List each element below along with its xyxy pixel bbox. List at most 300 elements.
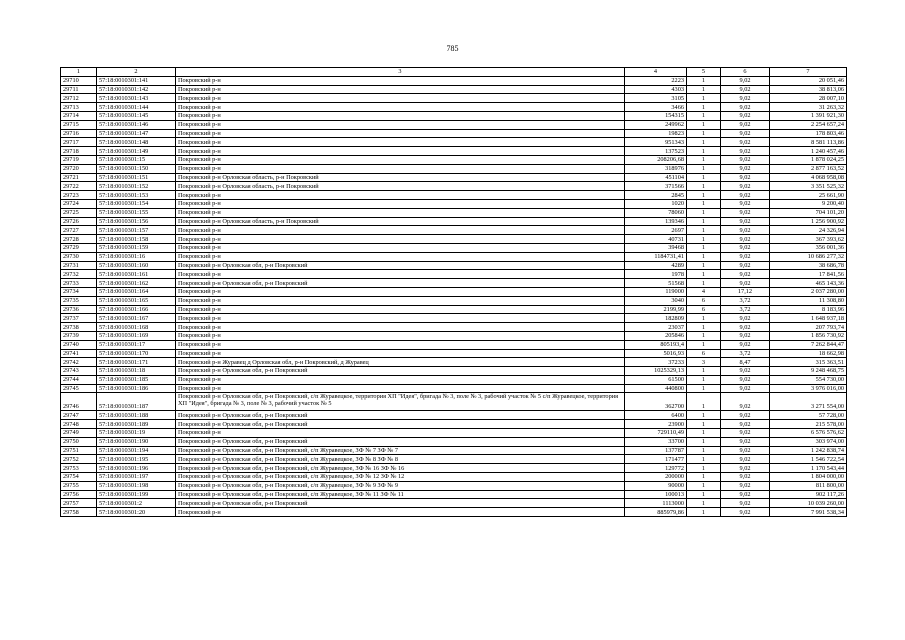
row-number-cell: 29739 (61, 331, 97, 340)
address-cell: Покровский р-н (176, 252, 625, 261)
category-cell: 1 (687, 94, 721, 103)
table-row (61, 420, 847, 429)
rate-cell: 9,02 (721, 464, 770, 473)
area-cell: 3105 (625, 94, 687, 103)
row-number-cell: 29742 (61, 358, 97, 367)
area-cell: 139346 (625, 217, 687, 226)
table-row (61, 446, 847, 455)
row-number-cell: 29755 (61, 481, 97, 490)
table-row (61, 323, 847, 332)
area-cell: 205846 (625, 331, 687, 340)
table-row (61, 155, 847, 164)
row-number-cell: 29744 (61, 375, 97, 384)
address-cell: Покровский р-н (176, 208, 625, 217)
cadastral-number-cell: 57:18:0010301:165 (97, 296, 176, 305)
address-cell: Покровский р-н (176, 103, 625, 112)
category-cell: 1 (687, 411, 721, 420)
category-cell: 1 (687, 191, 721, 200)
table-body (61, 76, 847, 516)
row-number-cell: 29749 (61, 429, 97, 438)
address-cell: Покровский р-н Орловская обл, р-н Покровский (176, 279, 625, 288)
cadastral-number-cell: 57:18:0010301:16 (97, 252, 176, 261)
cadastral-number-cell: 57:18:0010301:161 (97, 270, 176, 279)
table-row (61, 384, 847, 393)
cadastral-value-cell: 8 581 113,86 (770, 138, 847, 147)
cadastral-number-cell: 57:18:0010301:194 (97, 446, 176, 455)
cadastral-value-cell: 2 037 280,00 (770, 287, 847, 296)
category-cell: 1 (687, 429, 721, 438)
table-row (61, 499, 847, 508)
table-row (61, 138, 847, 147)
cadastral-number-cell: 57:18:0010301:142 (97, 85, 176, 94)
row-number-cell: 29713 (61, 103, 97, 112)
address-cell: Покровский р-н (176, 111, 625, 120)
address-cell: Покровский р-н Орловская обл, р-н Покровский (176, 261, 625, 270)
cadastral-number-cell: 57:18:0010301:17 (97, 340, 176, 349)
rate-cell: 9,02 (721, 155, 770, 164)
area-cell: 4289 (625, 261, 687, 270)
area-cell: 951343 (625, 138, 687, 147)
category-cell: 1 (687, 76, 721, 85)
table-row (61, 261, 847, 270)
rate-cell: 9,02 (721, 138, 770, 147)
area-cell: 182809 (625, 314, 687, 323)
category-cell: 1 (687, 455, 721, 464)
cadastral-value-cell: 1 391 921,30 (770, 111, 847, 120)
address-cell: Покровский р-н Орловская обл, р-н Покровский (176, 420, 625, 429)
rate-cell: 9,02 (721, 473, 770, 482)
rate-cell: 9,02 (721, 252, 770, 261)
cadastral-number-cell: 57:18:0010301:156 (97, 217, 176, 226)
cadastral-number-cell: 57:18:0010301:158 (97, 235, 176, 244)
rate-cell: 9,02 (721, 147, 770, 156)
column-header: 4 (625, 68, 687, 77)
table-row (61, 455, 847, 464)
rate-cell: 9,02 (721, 499, 770, 508)
rate-cell: 9,02 (721, 455, 770, 464)
area-cell: 362700 (625, 393, 687, 411)
rate-cell: 9,02 (721, 76, 770, 85)
category-cell: 1 (687, 323, 721, 332)
row-number-cell: 29718 (61, 147, 97, 156)
cadastral-value-cell: 2 254 657,24 (770, 120, 847, 129)
rate-cell: 9,02 (721, 367, 770, 376)
address-cell: Покровский р-н Орловская область, р-н Покровский (176, 217, 625, 226)
table-header-row (61, 68, 847, 77)
row-number-cell: 29751 (61, 446, 97, 455)
table-row (61, 349, 847, 358)
rate-cell: 9,02 (721, 199, 770, 208)
category-cell: 1 (687, 473, 721, 482)
row-number-cell: 29747 (61, 411, 97, 420)
address-cell: Покровский р-н (176, 296, 625, 305)
cadastral-value-cell: 704 101,20 (770, 208, 847, 217)
address-cell: Покровский р-н (176, 305, 625, 314)
cadastral-value-cell: 1 804 000,00 (770, 473, 847, 482)
cadastral-value-cell: 4 068 958,08 (770, 173, 847, 182)
cadastral-number-cell: 57:18:0010301:144 (97, 103, 176, 112)
row-number-cell: 29731 (61, 261, 97, 270)
rate-cell: 9,02 (721, 217, 770, 226)
category-cell: 1 (687, 199, 721, 208)
address-cell: Покровский р-н Орловская обл, р-н Покровский, с/п Журавецкое, территория ХП "Идея", бригада № 3, поле № 3, рабочий участок № 5 с/п Журавецкое, территория ХП "Идея", бригада № 3, поле № 3, рабочий участок № 5 (176, 393, 625, 411)
table-row (61, 191, 847, 200)
cadastral-number-cell: 57:18:0010301:19 (97, 429, 176, 438)
cadastral-number-cell: 57:18:0010301:149 (97, 147, 176, 156)
table-row (61, 235, 847, 244)
rate-cell: 9,02 (721, 94, 770, 103)
category-cell: 1 (687, 464, 721, 473)
category-cell: 6 (687, 349, 721, 358)
area-cell: 440800 (625, 384, 687, 393)
rate-cell: 9,02 (721, 164, 770, 173)
category-cell: 1 (687, 279, 721, 288)
rate-cell: 17,12 (721, 287, 770, 296)
cadastral-number-cell: 57:18:0010301:145 (97, 111, 176, 120)
category-cell: 1 (687, 173, 721, 182)
row-number-cell: 29722 (61, 182, 97, 191)
category-cell: 1 (687, 129, 721, 138)
address-cell: Покровский р-н (176, 147, 625, 156)
address-cell: Покровский р-н (176, 191, 625, 200)
rate-cell: 9,02 (721, 384, 770, 393)
address-cell: Покровский р-н Орловская обл, р-н Покровский, с/п Журавецкое, ЗФ № 12 ЗФ № 12 (176, 473, 625, 482)
cadastral-value-cell: 465 143,36 (770, 279, 847, 288)
address-cell: Покровский р-н Журавец д Орловская обл, р-н Покровский, д Журавец (176, 358, 625, 367)
cadastral-number-cell: 57:18:0010301:20 (97, 508, 176, 517)
row-number-cell: 29756 (61, 490, 97, 499)
area-cell: 2223 (625, 76, 687, 85)
address-cell: Покровский р-н (176, 120, 625, 129)
cadastral-value-cell: 3 976 016,00 (770, 384, 847, 393)
rate-cell: 9,02 (721, 235, 770, 244)
rate-cell: 3,72 (721, 305, 770, 314)
cadastral-number-cell: 57:18:0010301:159 (97, 243, 176, 252)
rate-cell: 3,72 (721, 349, 770, 358)
rate-cell: 9,02 (721, 111, 770, 120)
table-row (61, 481, 847, 490)
row-number-cell: 29735 (61, 296, 97, 305)
rate-cell: 9,02 (721, 411, 770, 420)
row-number-cell: 29730 (61, 252, 97, 261)
category-cell: 1 (687, 103, 721, 112)
address-cell: Покровский р-н (176, 331, 625, 340)
cadastral-value-cell: 10 686 277,32 (770, 252, 847, 261)
category-cell: 1 (687, 437, 721, 446)
category-cell: 1 (687, 243, 721, 252)
category-cell: 1 (687, 384, 721, 393)
row-number-cell: 29712 (61, 94, 97, 103)
rate-cell: 9,02 (721, 429, 770, 438)
row-number-cell: 29740 (61, 340, 97, 349)
column-header: 2 (97, 68, 176, 77)
area-cell: 129772 (625, 464, 687, 473)
cadastral-number-cell: 57:18:0010301:170 (97, 349, 176, 358)
area-cell: 61500 (625, 375, 687, 384)
address-cell: Покровский р-н (176, 243, 625, 252)
cadastral-value-cell: 1 170 543,44 (770, 464, 847, 473)
column-header: 1 (61, 68, 97, 77)
table-row (61, 208, 847, 217)
rate-cell: 9,02 (721, 437, 770, 446)
area-cell: 90000 (625, 481, 687, 490)
cadastral-value-cell: 18 662,98 (770, 349, 847, 358)
table-row (61, 464, 847, 473)
category-cell: 1 (687, 499, 721, 508)
rate-cell: 9,02 (721, 191, 770, 200)
cadastral-number-cell: 57:18:0010301:166 (97, 305, 176, 314)
cadastral-number-cell: 57:18:0010301:189 (97, 420, 176, 429)
cadastral-number-cell: 57:18:0010301:147 (97, 129, 176, 138)
table-row (61, 314, 847, 323)
category-cell: 1 (687, 155, 721, 164)
table-row (61, 199, 847, 208)
cadastral-number-cell: 57:18:0010301:168 (97, 323, 176, 332)
row-number-cell: 29721 (61, 173, 97, 182)
cadastral-value-cell: 1 242 838,74 (770, 446, 847, 455)
address-cell: Покровский р-н (176, 508, 625, 517)
rate-cell: 9,02 (721, 340, 770, 349)
row-number-cell: 29741 (61, 349, 97, 358)
rate-cell: 9,02 (721, 226, 770, 235)
cadastral-number-cell: 57:18:0010301:186 (97, 384, 176, 393)
table-row (61, 508, 847, 517)
table-row (61, 164, 847, 173)
row-number-cell: 29729 (61, 243, 97, 252)
area-cell: 1184731,41 (625, 252, 687, 261)
area-cell: 885979,86 (625, 508, 687, 517)
cadastral-number-cell: 57:18:0010301:164 (97, 287, 176, 296)
rate-cell: 9,02 (721, 508, 770, 517)
category-cell: 1 (687, 111, 721, 120)
address-cell: Покровский р-н (176, 76, 625, 85)
row-number-cell: 29737 (61, 314, 97, 323)
row-number-cell: 29748 (61, 420, 97, 429)
rate-cell: 9,02 (721, 182, 770, 191)
table-row (61, 296, 847, 305)
cadastral-value-cell: 554 730,00 (770, 375, 847, 384)
cadastral-number-cell: 57:18:0010301:169 (97, 331, 176, 340)
cadastral-number-cell: 57:18:0010301:2 (97, 499, 176, 508)
area-cell: 119000 (625, 287, 687, 296)
column-header: 6 (721, 68, 770, 77)
cadastral-number-cell: 57:18:0010301:188 (97, 411, 176, 420)
cadastral-value-cell: 1 240 457,46 (770, 147, 847, 156)
cadastral-number-cell: 57:18:0010301:171 (97, 358, 176, 367)
address-cell: Покровский р-н Орловская обл, р-н Покровский (176, 367, 625, 376)
category-cell: 1 (687, 138, 721, 147)
cadastral-number-cell: 57:18:0010301:196 (97, 464, 176, 473)
category-cell: 1 (687, 208, 721, 217)
address-cell: Покровский р-н (176, 85, 625, 94)
area-cell: 451104 (625, 173, 687, 182)
address-cell: Покровский р-н (176, 270, 625, 279)
cadastral-value-cell: 3 271 554,00 (770, 393, 847, 411)
cadastral-number-cell: 57:18:0010301:162 (97, 279, 176, 288)
address-cell: Покровский р-н (176, 155, 625, 164)
area-cell: 1025329,13 (625, 367, 687, 376)
table-row (61, 243, 847, 252)
category-cell: 1 (687, 490, 721, 499)
cadastral-number-cell: 57:18:0010301:152 (97, 182, 176, 191)
rate-cell: 3,72 (721, 296, 770, 305)
rate-cell: 9,02 (721, 279, 770, 288)
cadastral-number-cell: 57:18:0010301:150 (97, 164, 176, 173)
page-number: 785 (446, 44, 459, 53)
category-cell: 1 (687, 340, 721, 349)
category-cell: 3 (687, 358, 721, 367)
table-row (61, 279, 847, 288)
category-cell: 4 (687, 287, 721, 296)
area-cell: 805193,4 (625, 340, 687, 349)
cadastral-number-cell: 57:18:0010301:185 (97, 375, 176, 384)
area-cell: 6400 (625, 411, 687, 420)
area-cell: 2199,99 (625, 305, 687, 314)
rate-cell: 9,02 (721, 331, 770, 340)
address-cell: Покровский р-н (176, 323, 625, 332)
area-cell: 1978 (625, 270, 687, 279)
address-cell: Покровский р-н (176, 429, 625, 438)
rate-cell: 9,02 (721, 314, 770, 323)
cadastral-value-cell: 315 363,51 (770, 358, 847, 367)
cadastral-value-cell: 8 183,96 (770, 305, 847, 314)
cadastral-value-cell: 9 200,40 (770, 199, 847, 208)
category-cell: 1 (687, 182, 721, 191)
category-cell: 1 (687, 508, 721, 517)
area-cell: 171477 (625, 455, 687, 464)
area-cell: 2697 (625, 226, 687, 235)
table-row (61, 358, 847, 367)
cadastral-value-cell: 38 813,06 (770, 85, 847, 94)
cadastral-number-cell: 57:18:0010301:198 (97, 481, 176, 490)
row-number-cell: 29738 (61, 323, 97, 332)
table-row (61, 76, 847, 85)
area-cell: 729110,49 (625, 429, 687, 438)
address-cell: Покровский р-н Орловская область, р-н Покровский (176, 173, 625, 182)
area-cell: 100013 (625, 490, 687, 499)
area-cell: 5016,93 (625, 349, 687, 358)
cadastral-value-cell: 7 262 844,47 (770, 340, 847, 349)
address-cell: Покровский р-н Орловская обл, р-н Покровский, с/п Журавецкое, ЗФ № 8 ЗФ № 8 (176, 455, 625, 464)
rate-cell: 8,47 (721, 358, 770, 367)
column-header: 7 (770, 68, 847, 77)
address-cell: Покровский р-н (176, 375, 625, 384)
category-cell: 6 (687, 305, 721, 314)
table-row (61, 393, 847, 411)
category-cell: 1 (687, 375, 721, 384)
table-row (61, 103, 847, 112)
area-cell: 4303 (625, 85, 687, 94)
cadastral-number-cell: 57:18:0010301:143 (97, 94, 176, 103)
cadastral-number-cell: 57:18:0010301:187 (97, 393, 176, 411)
rate-cell: 9,02 (721, 270, 770, 279)
area-cell: 1020 (625, 199, 687, 208)
row-number-cell: 29758 (61, 508, 97, 517)
table-row (61, 411, 847, 420)
category-cell: 1 (687, 420, 721, 429)
row-number-cell: 29717 (61, 138, 97, 147)
area-cell: 19823 (625, 129, 687, 138)
table-row (61, 270, 847, 279)
category-cell: 1 (687, 235, 721, 244)
address-cell: Покровский р-н (176, 349, 625, 358)
rate-cell: 9,02 (721, 129, 770, 138)
table-row (61, 375, 847, 384)
area-cell: 1113000 (625, 499, 687, 508)
address-cell: Покровский р-н (176, 94, 625, 103)
cadastral-number-cell: 57:18:0010301:154 (97, 199, 176, 208)
cadastral-number-cell: 57:18:0010301:148 (97, 138, 176, 147)
address-cell: Покровский р-н (176, 199, 625, 208)
area-cell: 137787 (625, 446, 687, 455)
category-cell: 1 (687, 226, 721, 235)
cadastral-value-cell: 1 878 024,25 (770, 155, 847, 164)
cadastral-value-cell: 303 974,00 (770, 437, 847, 446)
cadastral-value-cell: 2 877 163,52 (770, 164, 847, 173)
row-number-cell: 29726 (61, 217, 97, 226)
cadastral-value-cell: 215 578,00 (770, 420, 847, 429)
cadastral-value-cell: 28 007,10 (770, 94, 847, 103)
row-number-cell: 29733 (61, 279, 97, 288)
cadastral-value-cell: 367 393,62 (770, 235, 847, 244)
rate-cell: 9,02 (721, 446, 770, 455)
row-number-cell: 29753 (61, 464, 97, 473)
address-cell: Покровский р-н Орловская область, р-н Покровский (176, 182, 625, 191)
table-row (61, 490, 847, 499)
row-number-cell: 29746 (61, 393, 97, 411)
category-cell: 1 (687, 85, 721, 94)
area-cell: 3466 (625, 103, 687, 112)
cadastral-number-cell: 57:18:0010301:155 (97, 208, 176, 217)
row-number-cell: 29750 (61, 437, 97, 446)
area-cell: 3040 (625, 296, 687, 305)
rate-cell: 9,02 (721, 208, 770, 217)
cadastral-value-cell: 3 351 525,32 (770, 182, 847, 191)
rate-cell: 9,02 (721, 481, 770, 490)
category-cell: 1 (687, 217, 721, 226)
area-cell: 33700 (625, 437, 687, 446)
category-cell: 1 (687, 367, 721, 376)
cadastral-value-cell: 25 661,90 (770, 191, 847, 200)
rate-cell: 9,02 (721, 393, 770, 411)
cadastral-number-cell: 57:18:0010301:146 (97, 120, 176, 129)
area-cell: 208206,68 (625, 155, 687, 164)
address-cell: Покровский р-н Орловская обл, р-н Покровский (176, 437, 625, 446)
row-number-cell: 29727 (61, 226, 97, 235)
table-row (61, 120, 847, 129)
area-cell: 23037 (625, 323, 687, 332)
cadastral-number-cell: 57:18:0010301:167 (97, 314, 176, 323)
cadastral-number-cell: 57:18:0010301:195 (97, 455, 176, 464)
row-number-cell: 29757 (61, 499, 97, 508)
row-number-cell: 29734 (61, 287, 97, 296)
category-cell: 1 (687, 147, 721, 156)
address-cell: Покровский р-н (176, 129, 625, 138)
cadastral-value-cell: 17 841,56 (770, 270, 847, 279)
rate-cell: 9,02 (721, 261, 770, 270)
cadastral-value-cell: 57 728,00 (770, 411, 847, 420)
cadastral-value-cell: 11 308,80 (770, 296, 847, 305)
area-cell: 154315 (625, 111, 687, 120)
rate-cell: 9,02 (721, 243, 770, 252)
cadastral-value-cell: 6 576 576,62 (770, 429, 847, 438)
category-cell: 1 (687, 252, 721, 261)
table-row (61, 173, 847, 182)
category-cell: 1 (687, 164, 721, 173)
cadastral-value-cell: 1 648 937,18 (770, 314, 847, 323)
cadastral-number-cell: 57:18:0010301:197 (97, 473, 176, 482)
row-number-cell: 29710 (61, 76, 97, 85)
